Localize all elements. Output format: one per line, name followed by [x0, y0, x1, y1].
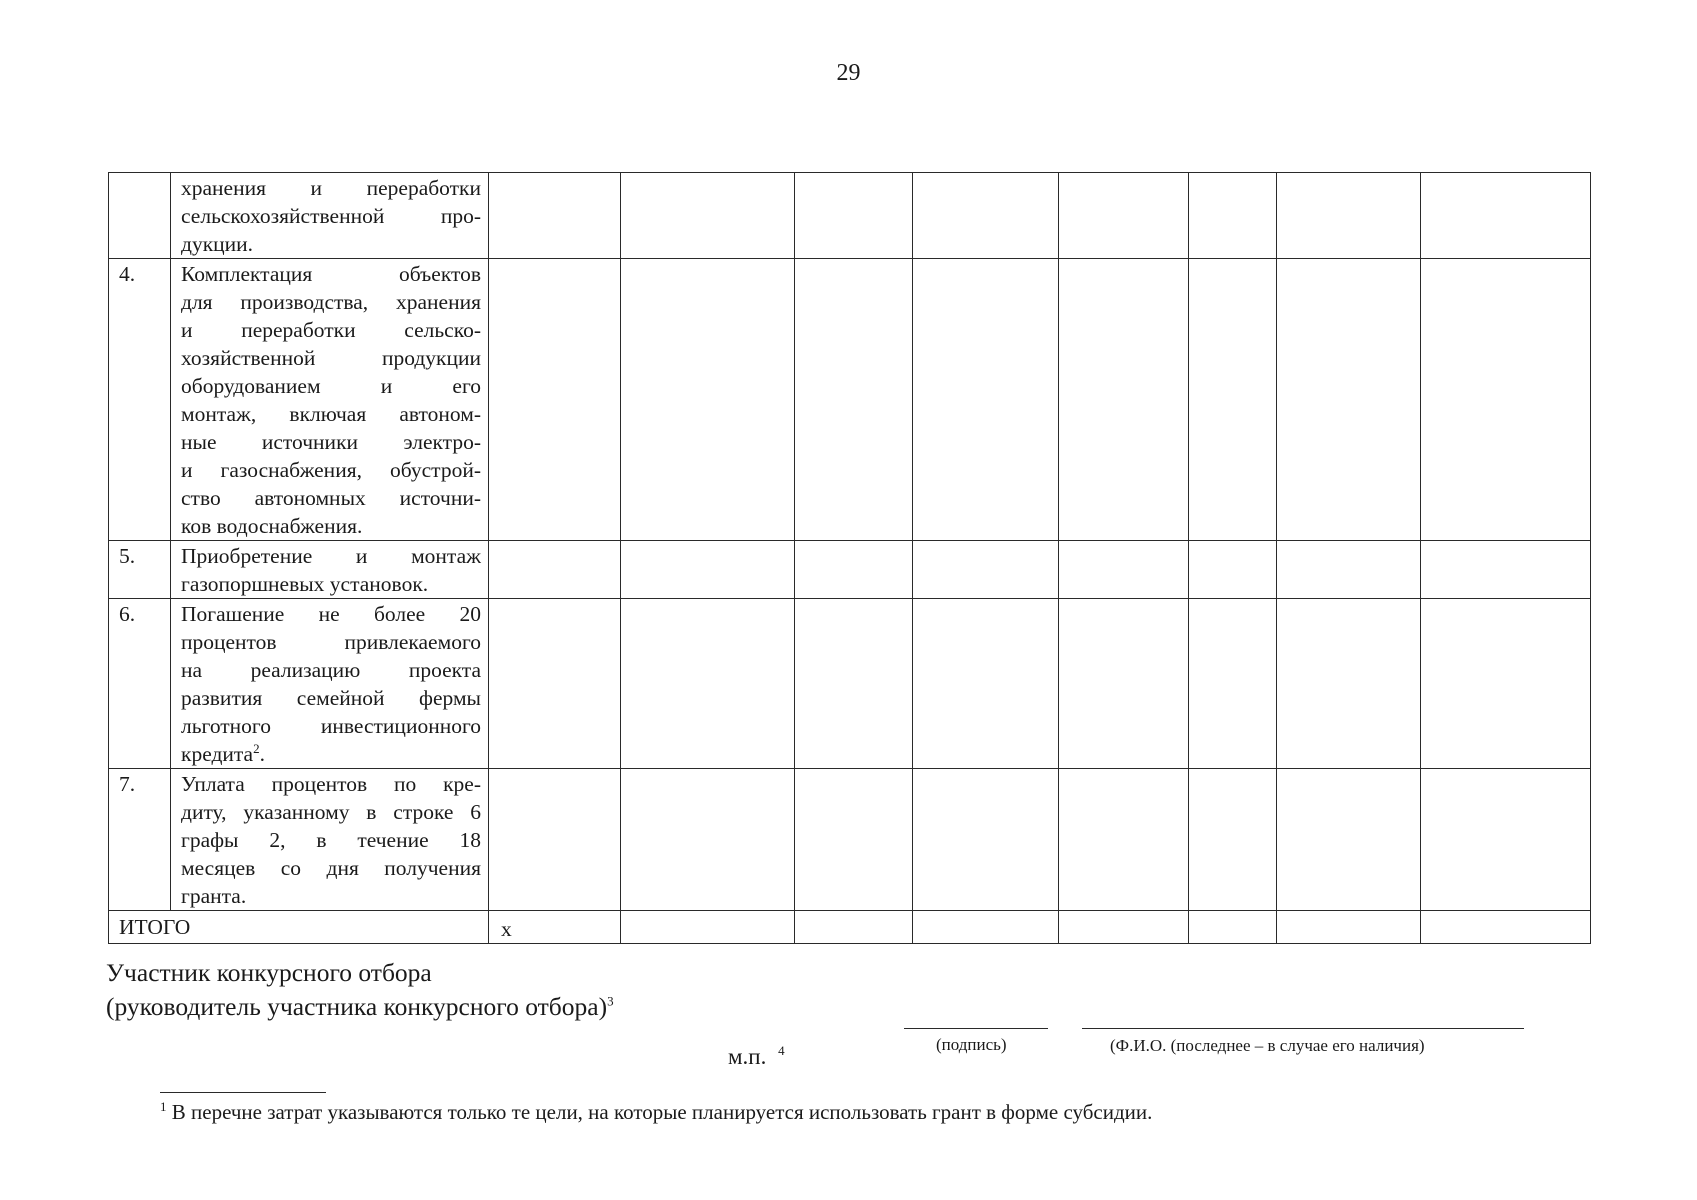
empty-cell	[1421, 259, 1591, 541]
total-x-cell: x	[489, 911, 621, 944]
empty-cell	[489, 541, 621, 599]
signer-line-1: Участник конкурсного отбора	[106, 958, 432, 987]
empty-cell	[1277, 769, 1421, 911]
table-row	[109, 541, 1591, 599]
empty-cell	[1189, 541, 1277, 599]
empty-cell	[795, 769, 913, 911]
cost-table	[108, 172, 1591, 944]
footnote	[160, 1098, 1152, 1126]
empty-cell	[1421, 173, 1591, 259]
footnote-mark: 1	[160, 1099, 167, 1114]
empty-cell	[1277, 541, 1421, 599]
row-description	[171, 599, 489, 769]
row-number: 7.	[109, 769, 171, 911]
empty-cell	[1189, 911, 1277, 944]
empty-cell	[621, 599, 795, 769]
description-line	[181, 628, 481, 656]
cost-table-body	[109, 173, 1591, 944]
empty-cell	[1277, 173, 1421, 259]
description-line	[181, 484, 481, 512]
table-row	[109, 259, 1591, 541]
empty-cell	[621, 173, 795, 259]
signer-block	[106, 956, 614, 1024]
description-line	[181, 230, 481, 258]
footnote-separator	[160, 1092, 326, 1093]
description-line	[181, 512, 481, 540]
description-line	[181, 542, 481, 570]
description-line-suffix: .	[259, 742, 265, 766]
stamp-label: м.п.	[728, 1044, 767, 1069]
empty-cell	[1277, 259, 1421, 541]
description-line	[181, 770, 481, 798]
description-line-text: хранения и переработки	[181, 176, 481, 200]
empty-cell	[1189, 173, 1277, 259]
table-row	[109, 599, 1591, 769]
footnote-mark: 3	[607, 993, 614, 1009]
table-row-total	[109, 911, 1591, 944]
empty-cell	[913, 259, 1059, 541]
signer-line-2	[106, 990, 614, 1024]
empty-cell	[489, 259, 621, 541]
empty-cell	[489, 173, 621, 259]
row-description	[171, 173, 489, 259]
empty-cell	[1059, 911, 1189, 944]
page-number: 29	[836, 60, 861, 86]
empty-cell	[1059, 769, 1189, 911]
description-line	[181, 174, 481, 202]
row-description	[171, 259, 489, 541]
description-line	[181, 202, 481, 230]
signer-line-2-text: (руководитель участника конкурсного отбора)	[106, 992, 608, 1021]
empty-cell	[621, 259, 795, 541]
description-line	[181, 826, 481, 854]
description-line	[181, 400, 481, 428]
empty-cell	[489, 769, 621, 911]
description-line-text: для производства, хранения	[181, 290, 481, 314]
description-line-text: ков водоснабжения.	[181, 514, 363, 538]
empty-cell	[1277, 599, 1421, 769]
empty-cell	[913, 173, 1059, 259]
empty-cell	[621, 769, 795, 911]
empty-cell	[621, 541, 795, 599]
description-line-text: кредита	[181, 742, 254, 766]
description-line-text: сельскохозяйственной про-	[181, 204, 481, 228]
empty-cell	[1277, 911, 1421, 944]
description-line-text: на реализацию проекта	[181, 658, 481, 682]
empty-cell	[1059, 173, 1189, 259]
empty-cell	[795, 259, 913, 541]
description-line	[181, 316, 481, 344]
description-line-text: развития семейной фермы	[181, 686, 481, 710]
footnote-mark: 2	[253, 740, 260, 756]
description-line	[181, 712, 481, 740]
description-line	[181, 600, 481, 628]
empty-cell	[913, 911, 1059, 944]
description-line	[181, 684, 481, 712]
empty-cell	[795, 541, 913, 599]
description-line-text: гранта.	[181, 884, 247, 908]
description-line	[181, 882, 481, 910]
description-line	[181, 570, 481, 598]
stamp-place	[728, 1044, 785, 1070]
description-line	[181, 740, 481, 768]
signature-caption: (подпись)	[936, 1035, 1007, 1054]
description-line-text: Комплектация объектов	[181, 262, 481, 286]
empty-cell	[913, 599, 1059, 769]
description-line-text: ство автономных источни-	[181, 486, 481, 510]
description-line	[181, 854, 481, 882]
description-line	[181, 372, 481, 400]
description-line-text: диту, указанному в строке 6	[181, 800, 481, 824]
description-line-text: хозяйственной продукции	[181, 346, 481, 370]
name-line	[1082, 1028, 1524, 1029]
empty-cell	[795, 173, 913, 259]
row-number	[109, 173, 171, 259]
description-line-text: дукции.	[181, 232, 254, 256]
footnote-mark: 4	[778, 1043, 785, 1059]
row-description	[171, 541, 489, 599]
signature-line	[904, 1028, 1048, 1029]
description-line	[181, 288, 481, 316]
empty-cell	[1421, 541, 1591, 599]
empty-cell	[1421, 599, 1591, 769]
description-line-text: графы 2, в течение 18	[181, 828, 481, 852]
empty-cell	[913, 541, 1059, 599]
total-label: ИТОГО	[109, 911, 489, 944]
description-line-text: газопоршневых установок.	[181, 572, 429, 596]
empty-cell	[1421, 911, 1591, 944]
empty-cell	[1189, 599, 1277, 769]
description-line-text: льготного инвестиционного	[181, 714, 481, 738]
description-line	[181, 344, 481, 372]
description-line	[181, 656, 481, 684]
name-caption: (Ф.И.О. (последнее – в случае его наличия)	[1110, 1036, 1425, 1055]
table-row	[109, 769, 1591, 911]
description-line-text: Уплата процентов по кре-	[181, 772, 481, 796]
description-line	[181, 798, 481, 826]
empty-cell	[795, 911, 913, 944]
row-number: 4.	[109, 259, 171, 541]
description-line	[181, 456, 481, 484]
row-description	[171, 769, 489, 911]
empty-cell	[1421, 769, 1591, 911]
description-line-text: месяцев со дня получения	[181, 856, 481, 880]
description-line-text: и газоснабжения, обустрой-	[181, 458, 481, 482]
empty-cell	[795, 599, 913, 769]
empty-cell	[1059, 541, 1189, 599]
empty-cell	[489, 599, 621, 769]
empty-cell	[913, 769, 1059, 911]
empty-cell	[1059, 599, 1189, 769]
description-line-text: Приобретение и монтаж	[181, 544, 481, 568]
description-line	[181, 260, 481, 288]
description-line-text: ные источники электро-	[181, 430, 481, 454]
footnote-text: В перечне затрат указываются только те цели, на которые планируется использовать грант в форме субсидии.	[171, 1100, 1153, 1124]
description-line-text: монтаж, включая автоном-	[181, 402, 481, 426]
table-row	[109, 173, 1591, 259]
description-line-text: процентов привлекаемого	[181, 630, 481, 654]
description-line	[181, 428, 481, 456]
description-line-text: Погашение не более 20	[181, 602, 481, 626]
description-line-text: оборудованием и его	[181, 374, 481, 398]
empty-cell	[1189, 769, 1277, 911]
description-line-text: и переработки сельско-	[181, 318, 481, 342]
row-number: 6.	[109, 599, 171, 769]
row-number: 5.	[109, 541, 171, 599]
empty-cell	[621, 911, 795, 944]
empty-cell	[1059, 259, 1189, 541]
empty-cell	[1189, 259, 1277, 541]
